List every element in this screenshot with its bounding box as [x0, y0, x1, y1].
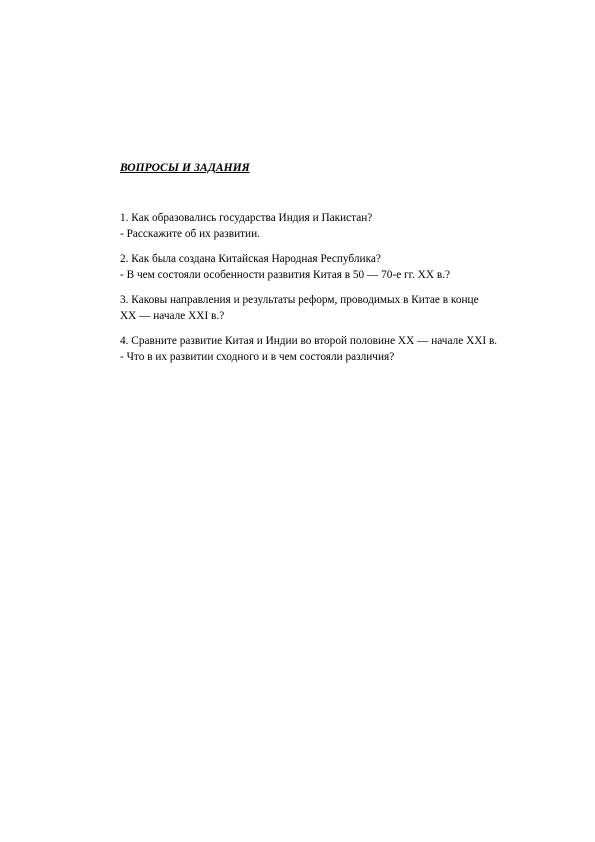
question-2-task: - В чем состояли особенности развития Китая в 50 — 70-е гг. XX в.?	[120, 268, 450, 281]
questions-list	[120, 211, 565, 375]
section-heading: ВОПРОСЫ И ЗАДАНИЯ	[120, 162, 250, 174]
question-item-1	[120, 211, 565, 242]
question-1-text: 1. Как образовались государства Индия и Пакистан?	[120, 212, 373, 224]
question-item-4	[120, 334, 565, 365]
question-3-continuation: XX — начале XXI в.?	[120, 309, 225, 322]
question-4-task: - Что в их развитии сходного и в чем состояли различия?	[120, 350, 395, 363]
question-item-3	[120, 293, 565, 324]
question-item-2	[120, 252, 565, 283]
question-2-text: 2. Как была создана Китайская Народная Республика?	[120, 253, 381, 265]
question-4-text: 4. Сравните развитие Китая и Индии во второй половине XX — начале XXI в.	[120, 335, 498, 347]
question-1-task: - Расскажите об их развитии.	[120, 227, 260, 240]
question-3-text: 3. Каковы направления и результаты реформ, проводимых в Китае в конце	[120, 294, 479, 306]
